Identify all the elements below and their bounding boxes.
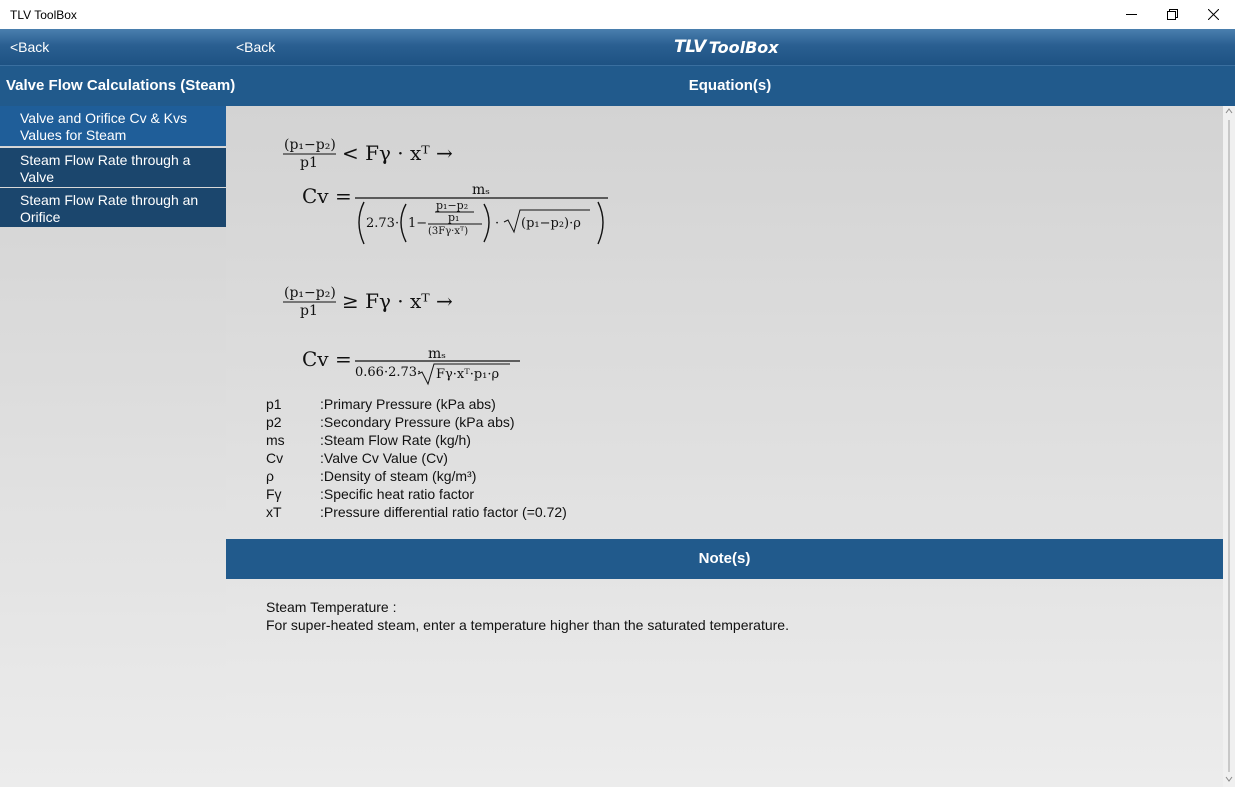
- formula-1-den-prefix: 2.73·: [366, 216, 400, 231]
- sidebar-item-label: Steam Flow Rate through a Valve: [20, 152, 191, 185]
- variable-symbol: p2: [266, 414, 282, 430]
- variable-symbol: ms: [266, 432, 285, 448]
- formula-1-numerator: mₛ: [472, 182, 490, 198]
- section-title: Valve Flow Calculations (Steam): [6, 77, 236, 94]
- back-button-main[interactable]: <Back: [236, 39, 276, 55]
- variable-symbol: xT: [266, 504, 282, 520]
- variable-row: [266, 395, 666, 413]
- formula-1-cv: [300, 180, 620, 250]
- back-button-sidebar[interactable]: <Back: [10, 39, 50, 55]
- close-button[interactable]: [1190, 0, 1235, 29]
- condition-2-equation: [280, 284, 480, 320]
- svg-text:1−: 1−: [408, 216, 428, 231]
- sidebar-item-label: Steam Flow Rate through an Orifice: [20, 192, 199, 225]
- sidebar-item-flow-valve[interactable]: [0, 147, 226, 187]
- variable-row: [266, 431, 666, 449]
- notes-heading: Note(s): [698, 550, 751, 567]
- variable-symbol: p1: [266, 396, 282, 412]
- condition-1-denominator: p1: [300, 155, 318, 171]
- note-line-2: For super-heated steam, enter a temperature higher than the saturated temperature.: [266, 617, 789, 633]
- formula-1-sqrt: (p₁−p₂)·ρ: [521, 216, 581, 231]
- sidebar-item-label: Valve and Orifice Cv & Kvs Values for Steam: [20, 110, 188, 143]
- variable-description: :Secondary Pressure (kPa abs): [320, 414, 515, 430]
- variable-symbol: ρ: [266, 468, 274, 484]
- vertical-scrollbar[interactable]: [1223, 106, 1235, 787]
- logo-product: ToolBox: [708, 37, 779, 57]
- formula-1-inner-den: (3Fγ·xᵀ): [428, 226, 469, 237]
- variable-description: :Pressure differential ratio factor (=0.72): [320, 504, 567, 520]
- section-header: [0, 65, 1235, 106]
- variable-row: [266, 449, 666, 467]
- variable-row: [266, 503, 666, 521]
- condition-2-denominator: p1: [300, 303, 318, 319]
- variable-row: [266, 467, 666, 485]
- scroll-up-icon[interactable]: [1225, 108, 1233, 114]
- formula-1-inner-num: p₁−p₂: [436, 199, 469, 212]
- variable-description: :Valve Cv Value (Cv): [320, 450, 448, 466]
- variable-row: [266, 485, 666, 503]
- formula-2-lhs: Cv =: [302, 347, 352, 371]
- variable-description: :Density of steam (kg/m³): [320, 468, 477, 484]
- scroll-thumb[interactable]: [1228, 120, 1230, 772]
- sidebar-item-cv-kvs-values[interactable]: [0, 106, 226, 146]
- variable-legend: [266, 395, 666, 521]
- close-icon: [1208, 9, 1219, 20]
- condition-2-relation: ≥ Fγ · xᵀ →: [342, 289, 453, 313]
- sidebar: [0, 106, 226, 787]
- note-line-1: Steam Temperature :: [266, 599, 397, 615]
- window-titlebar: [0, 0, 1235, 29]
- variable-row: [266, 413, 666, 431]
- svg-text:·: ·: [495, 216, 500, 231]
- minimize-icon: [1126, 9, 1137, 20]
- variable-symbol: Cv: [266, 450, 284, 466]
- variable-description: :Primary Pressure (kPa abs): [320, 396, 496, 412]
- condition-1-relation: < Fγ · xᵀ →: [342, 141, 453, 165]
- sidebar-item-flow-orifice[interactable]: [0, 187, 226, 227]
- scroll-down-icon[interactable]: [1225, 776, 1233, 782]
- tlv-toolbox-logo: [674, 37, 779, 57]
- formula-2-sqrt: Fγ·xᵀ·p₁·ρ: [436, 367, 500, 382]
- condition-1-numerator: (p₁−p₂): [284, 137, 336, 153]
- formula-2-cv: [300, 344, 530, 388]
- condition-2-numerator: (p₁−p₂): [284, 285, 336, 301]
- variable-symbol: Fγ: [266, 486, 282, 502]
- formula-2-numerator: mₛ: [428, 346, 446, 362]
- equations-heading: Equation(s): [688, 77, 772, 94]
- variable-description: :Steam Flow Rate (kg/h): [320, 432, 471, 448]
- variable-description: :Specific heat ratio factor: [320, 486, 475, 502]
- app-header: [0, 29, 1235, 65]
- notes-header: [226, 539, 1223, 579]
- restore-button[interactable]: [1149, 0, 1195, 29]
- formula-1-lhs: Cv =: [302, 184, 352, 208]
- logo-brand: TLV: [674, 37, 706, 57]
- window-title: TLV ToolBox: [10, 8, 77, 22]
- condition-1-equation: [280, 136, 480, 172]
- minimize-button[interactable]: [1108, 0, 1154, 29]
- restore-icon: [1167, 9, 1178, 20]
- formula-2-den-prefix: 0.66·2.73·: [355, 365, 422, 380]
- formula-1-inner-den-top: p₁: [448, 211, 460, 224]
